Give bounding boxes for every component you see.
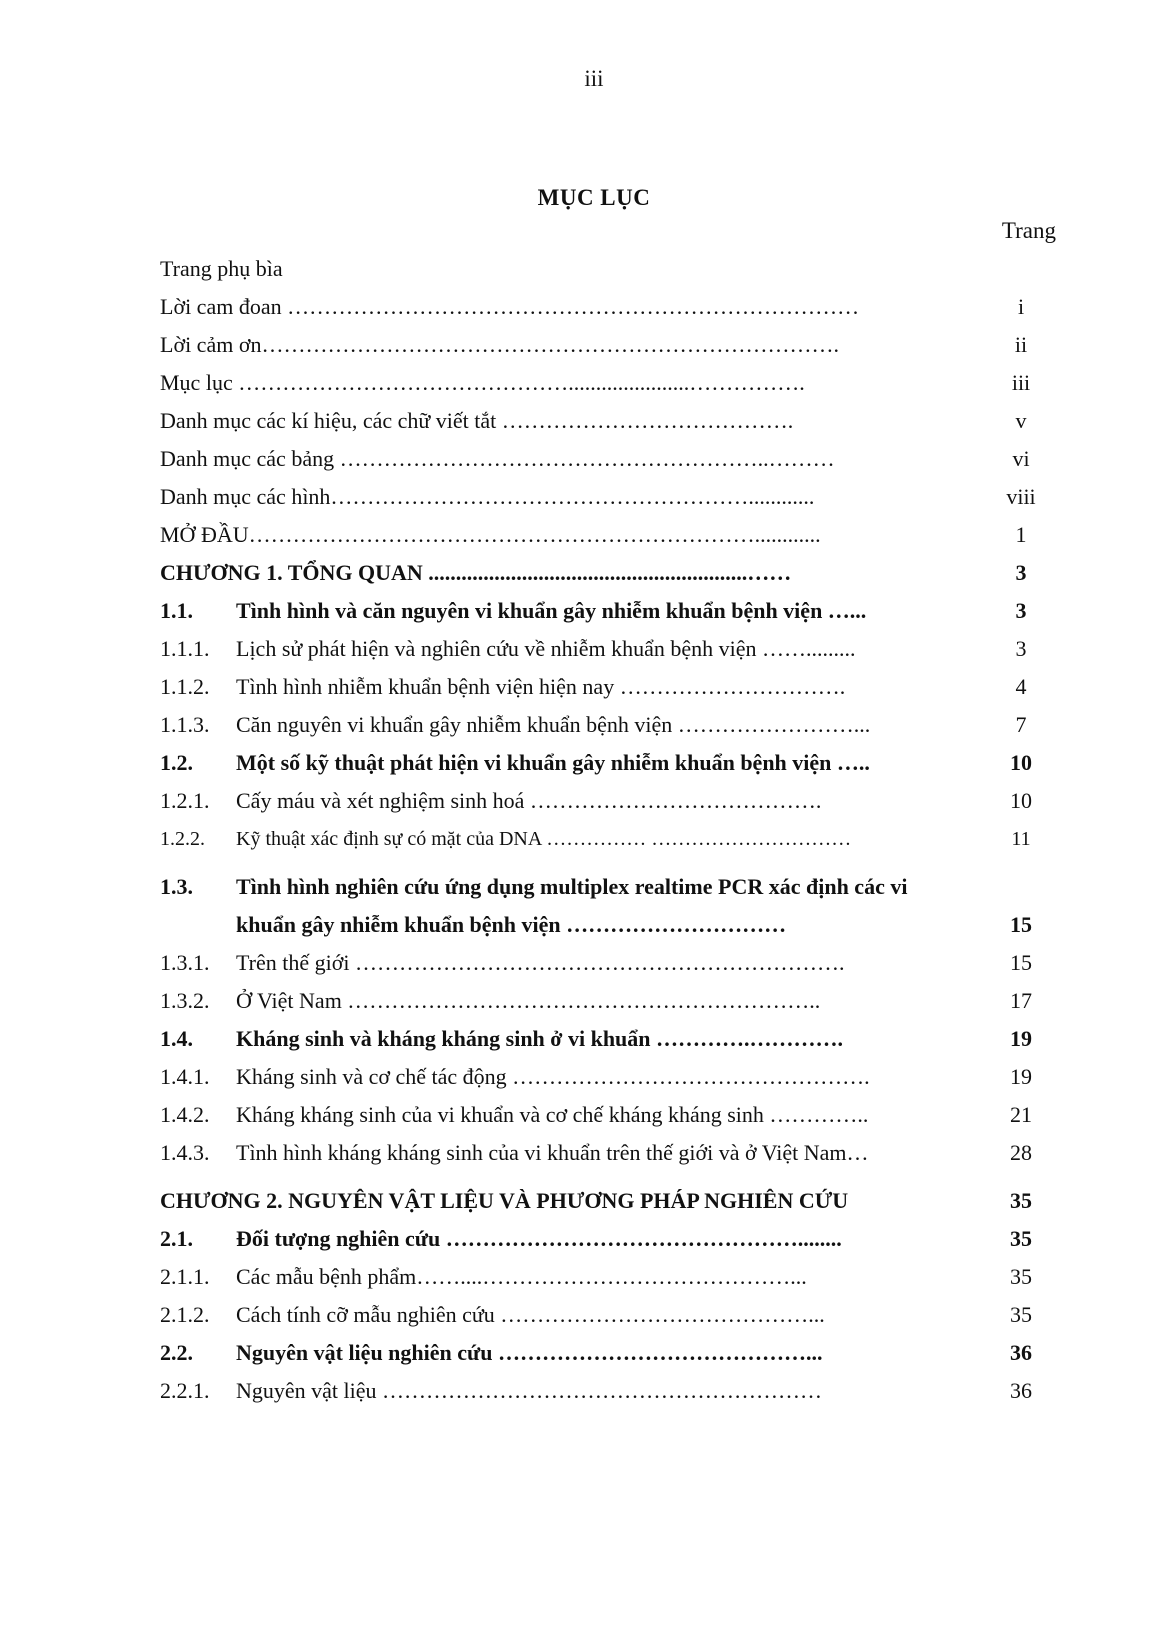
toc-entry-number: 1.2.1.	[160, 788, 210, 813]
toc-entry-page: 11	[1011, 828, 1031, 850]
toc-entry-number: 2.1.2.	[160, 1302, 210, 1327]
toc-entry-text: Căn nguyên vi khuẩn gây nhiễm khuẩn bệnh viện ……………………...	[236, 712, 871, 737]
toc-entry-page: v	[1015, 408, 1027, 433]
page-column-label: Trang	[1001, 218, 1056, 243]
toc-entry-page: 35	[1010, 1226, 1032, 1251]
toc-entry-page: iii	[1011, 370, 1031, 395]
toc-entry-text: MỞ ĐẦU……………………………………………………………............	[160, 522, 821, 547]
toc-entry-text: Kháng sinh và kháng kháng sinh ở vi khuẩn ………….………….	[236, 1026, 844, 1051]
toc-entry	[160, 630, 1056, 668]
toc-entry-number: 1.4.3.	[160, 1140, 210, 1165]
toc-entry-number: 1.3.	[160, 874, 193, 899]
toc-entry	[160, 440, 1056, 478]
toc-entry	[160, 1020, 1056, 1058]
toc-entry-page: 35	[1010, 1302, 1032, 1327]
toc-entry	[160, 364, 1056, 402]
toc-entry-text: Danh mục các hình…………………………………………………............	[160, 484, 815, 509]
toc-entry-page: 10	[1010, 788, 1032, 813]
toc-entry	[160, 554, 1056, 592]
toc-entry-number: 1.1.2.	[160, 674, 210, 699]
toc-entry-number: 2.1.	[160, 1226, 193, 1251]
toc-entry-number: 1.1.3.	[160, 712, 210, 737]
toc-entry-page: ii	[1014, 332, 1028, 357]
toc-entry-page: 35	[1010, 1188, 1032, 1213]
toc-entry	[160, 250, 1056, 288]
toc-entry-text: Tình hình kháng kháng sinh của vi khuẩn trên thế giới và ở Việt Nam…	[236, 1140, 869, 1165]
toc-entry-text: Các mẫu bệnh phẩm……....……………………………………...	[236, 1264, 807, 1289]
toc-entry-text: Kháng sinh và cơ chế tác động ………………………………………….	[236, 1064, 870, 1089]
toc-entry	[160, 1296, 1056, 1334]
table-of-contents	[160, 250, 1056, 1410]
toc-entry-text: Lời cam đoan ……………………………………………………………………	[160, 294, 860, 319]
toc-entry-page: 3	[1015, 560, 1027, 585]
toc-entry-number: 1.3.1.	[160, 950, 210, 975]
toc-entry-text: Trang phụ bìa	[160, 256, 283, 281]
toc-entry	[160, 1182, 1056, 1220]
toc-entry-page: 4	[1015, 674, 1027, 699]
toc-entry	[160, 944, 1056, 982]
toc-entry-number: 1.2.2.	[160, 828, 205, 850]
toc-entry	[160, 668, 1056, 706]
toc-entry	[160, 1334, 1056, 1372]
toc-entry-number: 2.2.1.	[160, 1378, 210, 1403]
toc-entry	[160, 982, 1056, 1020]
toc-entry-page: 36	[1010, 1340, 1032, 1365]
toc-entry-number: 1.1.	[160, 598, 193, 623]
toc-entry	[160, 868, 1056, 944]
page-title: MỤC LỤC	[537, 185, 651, 210]
toc-entry-page: 15	[1010, 912, 1032, 937]
toc-entry-page: 36	[1010, 1378, 1032, 1403]
toc-entry	[160, 516, 1056, 554]
toc-entry-text: Danh mục các kí hiệu, các chữ viết tắt ………………………………….	[160, 408, 794, 433]
toc-entry-text: CHƯƠNG 2. NGUYÊN VẬT LIỆU VÀ PHƯƠNG PHÁP NGHIÊN CỨU	[160, 1188, 849, 1213]
toc-entry-text: Tình hình nhiễm khuẩn bệnh viện hiện nay ………………………….	[236, 674, 846, 699]
toc-entry-text: Danh mục các bảng …………………………………………………..………	[160, 446, 835, 471]
toc-entry	[160, 782, 1056, 820]
toc-entry-page: 28	[1010, 1140, 1032, 1165]
toc-entry	[160, 1096, 1056, 1134]
toc-entry-text: Lời cảm ơn…………………………………………………………………….	[160, 332, 839, 357]
toc-entry-text: Mục lục ………………………………………......................…………….	[160, 370, 805, 395]
toc-entry-text: Tình hình và căn nguyên vi khuẩn gây nhiễm khuẩn bệnh viện …...	[236, 598, 867, 623]
toc-entry	[160, 478, 1056, 516]
toc-entry-page: 19	[1010, 1026, 1032, 1051]
toc-entry	[160, 1372, 1056, 1410]
toc-entry-page: 10	[1010, 750, 1032, 775]
toc-entry-text: Đối tượng nghiên cứu …………………………………………........	[236, 1226, 842, 1251]
toc-entry-page: 21	[1010, 1102, 1032, 1127]
toc-entry-number: 2.2.	[160, 1340, 193, 1365]
toc-entry-page: 3	[1015, 598, 1027, 623]
toc-entry-number: 1.4.1.	[160, 1064, 210, 1089]
toc-entry-page: 17	[1010, 988, 1032, 1013]
toc-entry-text: Nguyên vật liệu ……………………………………………………	[236, 1378, 823, 1403]
toc-entry-text: Cách tính cỡ mẫu nghiên cứu ……………………………………...	[236, 1302, 825, 1327]
toc-entry-number: 1.3.2.	[160, 988, 210, 1013]
toc-entry-text: Kỹ thuật xác định sự có mặt của DNA …………… …………………………	[236, 828, 852, 850]
toc-entry-number: 1.2.	[160, 750, 193, 775]
toc-entry-page: 3	[1015, 636, 1027, 661]
toc-entry-text: Lịch sử phát hiện và nghiên cứu về nhiễm khuẩn bệnh viện …….........	[236, 636, 856, 661]
toc-entry-page: 35	[1010, 1264, 1032, 1289]
toc-entry	[160, 1134, 1056, 1172]
toc-entry-text: Tình hình nghiên cứu ứng dụng multiplex realtime PCR xác định các vi khuẩn gây nhiễm khuẩn bệnh viện …………………………	[236, 874, 908, 937]
toc-entry-page: 1	[1015, 522, 1027, 547]
toc-entry-text: Cấy máu và xét nghiệm sinh hoá ………………………………….	[236, 788, 822, 813]
toc-entry-text: Ở Việt Nam ………………………………………………………..	[236, 988, 821, 1013]
toc-entry	[160, 1220, 1056, 1258]
toc-entry	[160, 1058, 1056, 1096]
toc-entry	[160, 706, 1056, 744]
toc-entry-text: Nguyên vật liệu nghiên cứu ……………………………………...	[236, 1340, 823, 1365]
toc-entry	[160, 326, 1056, 364]
toc-entry-page: 19	[1010, 1064, 1032, 1089]
toc-entry	[160, 744, 1056, 782]
toc-entry-text: Trên thế giới ………………………………………………………….	[236, 950, 845, 975]
page-number: iii	[584, 66, 604, 91]
toc-entry-number: 2.1.1.	[160, 1264, 210, 1289]
toc-entry	[160, 1258, 1056, 1296]
toc-entry	[160, 820, 1056, 858]
toc-entry-number: 1.1.1.	[160, 636, 210, 661]
toc-entry-page: i	[1017, 294, 1025, 319]
toc-entry-number: 1.4.2.	[160, 1102, 210, 1127]
toc-entry-page: 7	[1015, 712, 1027, 737]
toc-entry-number: 1.4.	[160, 1026, 193, 1051]
toc-entry-page: viii	[1006, 484, 1036, 509]
toc-entry-page: vi	[1012, 446, 1030, 471]
toc-entry-page: 15	[1010, 950, 1032, 975]
toc-entry-text: Một số kỹ thuật phát hiện vi khuẩn gây nhiễm khuẩn bệnh viện …..	[236, 750, 870, 775]
toc-entry	[160, 288, 1056, 326]
toc-entry-text: Kháng kháng sinh của vi khuẩn và cơ chế kháng kháng sinh …………..	[236, 1102, 869, 1127]
toc-entry-text: CHƯƠNG 1. TỔNG QUAN ..........................................................……	[160, 560, 792, 585]
toc-entry	[160, 592, 1056, 630]
toc-entry	[160, 402, 1056, 440]
